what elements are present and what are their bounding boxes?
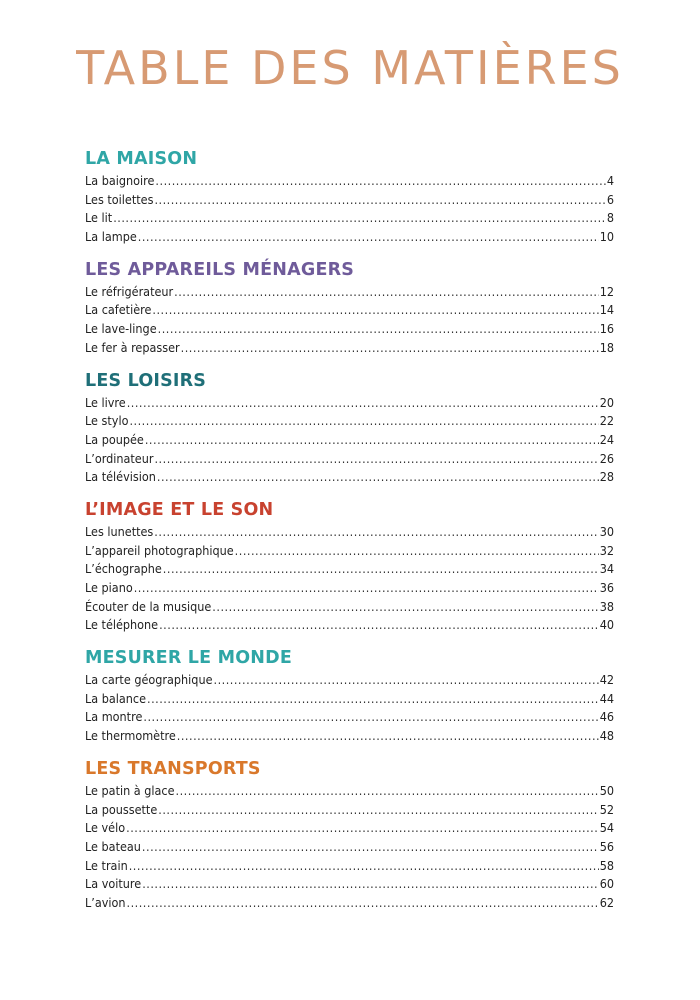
toc-entry[interactable] <box>85 671 614 690</box>
entry-label: La lampe <box>85 229 137 245</box>
toc-entry[interactable] <box>85 191 614 210</box>
dot-leader <box>142 875 599 894</box>
toc-entry[interactable] <box>85 894 614 913</box>
entry-label: Les toilettes <box>85 191 154 207</box>
toc-entry[interactable] <box>85 857 614 876</box>
dot-leader <box>214 671 599 690</box>
toc-entry[interactable] <box>85 560 614 579</box>
dot-leader <box>127 394 599 413</box>
page-title: TABLE DES MATIÈRES <box>76 41 624 95</box>
toc-section <box>85 368 614 487</box>
section-heading: L’IMAGE ET LE SON <box>85 499 274 520</box>
entry-page-number: 14 <box>599 302 614 318</box>
dot-leader <box>143 708 598 727</box>
entry-page-number: 36 <box>599 580 614 595</box>
entry-label: Le lit <box>85 210 113 226</box>
dot-leader <box>138 228 599 247</box>
entry-page-number: 22 <box>599 413 614 429</box>
toc-entry[interactable] <box>85 450 614 469</box>
dot-leader <box>154 191 605 210</box>
entry-label: Le lave-linge <box>85 321 157 337</box>
toc-entry[interactable] <box>85 542 614 561</box>
entry-label: Le piano <box>85 580 133 595</box>
dot-leader <box>155 172 605 191</box>
toc-entry[interactable] <box>85 283 614 302</box>
dot-leader <box>157 468 599 487</box>
entry-label: Les lunettes <box>85 523 154 539</box>
entry-label: La voiture <box>85 876 142 892</box>
dot-leader <box>181 339 599 358</box>
entry-page-number: 40 <box>599 617 614 633</box>
entry-page-number: 44 <box>599 690 614 706</box>
toc-entry[interactable] <box>85 431 614 450</box>
toc-entry[interactable] <box>85 598 614 617</box>
entry-page-number: 62 <box>599 894 614 910</box>
entry-page-number: 12 <box>599 283 614 299</box>
toc-entry[interactable] <box>85 801 614 820</box>
entry-page-number: 48 <box>599 728 614 744</box>
dot-leader <box>129 412 598 431</box>
entry-label: La cafetière <box>85 302 152 318</box>
entry-label: Le stylo <box>85 413 129 429</box>
section-heading: LA MAISON <box>85 149 198 169</box>
dot-leader <box>176 782 599 801</box>
entry-label: La poupée <box>85 431 144 447</box>
toc-section <box>85 146 614 247</box>
entry-page-number: 38 <box>599 598 614 614</box>
dot-leader <box>142 838 599 857</box>
dot-leader <box>235 542 599 561</box>
entry-label: Le téléphone <box>85 617 159 633</box>
entry-label: La carte géographique <box>85 672 213 688</box>
dot-leader <box>154 523 598 542</box>
entry-label: La montre <box>85 709 143 725</box>
entry-page-number: 20 <box>599 394 614 410</box>
section-heading: LES APPAREILS MÉNAGERS <box>85 259 355 280</box>
entry-label: Le vélo <box>85 820 126 836</box>
entry-label: Écouter de la musique <box>85 598 212 614</box>
entry-label: Le patin à glace <box>85 782 175 798</box>
dot-leader <box>147 690 599 709</box>
toc-entry[interactable] <box>85 579 614 598</box>
toc-entry[interactable] <box>85 394 614 413</box>
entry-page-number: 32 <box>599 542 614 558</box>
toc-entry[interactable] <box>85 838 614 857</box>
entry-label: Le bateau <box>85 838 141 854</box>
toc-section <box>85 645 614 746</box>
entry-page-number: 30 <box>599 523 614 539</box>
dot-leader <box>212 598 598 617</box>
dot-leader <box>154 450 598 469</box>
toc-entry[interactable] <box>85 228 614 247</box>
entry-page-number: 18 <box>599 339 614 355</box>
entry-label: Le thermomètre <box>85 728 176 744</box>
entry-page-number: 10 <box>599 229 614 245</box>
toc-entry[interactable] <box>85 616 614 635</box>
toc-section <box>85 756 614 913</box>
toc-entry[interactable] <box>85 301 614 320</box>
toc-entry[interactable] <box>85 523 614 542</box>
toc-section <box>85 257 614 358</box>
entry-page-number: 6 <box>606 191 614 207</box>
entry-label: L’appareil photographique <box>85 542 234 558</box>
entry-label: Le réfrigérateur <box>85 283 174 299</box>
entry-label: Le livre <box>85 394 126 410</box>
entry-page-number: 8 <box>606 210 614 226</box>
dot-leader <box>152 301 598 320</box>
dot-leader <box>126 819 599 838</box>
entry-page-number: 50 <box>599 782 614 798</box>
entry-page-number: 34 <box>599 561 614 577</box>
entry-label: La baignoire <box>85 173 155 188</box>
entry-page-number: 28 <box>599 469 614 485</box>
entry-label: La télévision <box>85 469 156 485</box>
dot-leader <box>129 857 599 876</box>
section-heading: LES TRANSPORTS <box>85 758 261 779</box>
entry-label: L’avion <box>85 894 126 910</box>
dot-leader <box>159 616 599 635</box>
entry-page-number: 46 <box>599 709 614 725</box>
toc-entry[interactable] <box>85 690 614 709</box>
entry-label: Le fer à repasser <box>85 339 180 355</box>
toc-entry[interactable] <box>85 782 614 801</box>
entry-page-number: 58 <box>599 857 614 873</box>
entry-label: Le train <box>85 857 128 873</box>
dot-leader <box>177 727 599 746</box>
dot-leader <box>158 801 598 820</box>
entry-page-number: 4 <box>606 173 614 188</box>
section-heading: LES LOISIRS <box>85 370 207 391</box>
dot-leader <box>134 579 599 598</box>
entry-page-number: 60 <box>599 876 614 892</box>
entry-page-number: 26 <box>599 450 614 466</box>
entry-page-number: 42 <box>599 672 614 688</box>
toc-entry[interactable] <box>85 172 614 191</box>
entry-label: L’ordinateur <box>85 450 154 466</box>
dot-leader <box>158 320 599 339</box>
toc-entry[interactable] <box>85 412 614 431</box>
table-of-contents <box>85 146 614 923</box>
toc-entry[interactable] <box>85 875 614 894</box>
toc-entry[interactable] <box>85 468 614 487</box>
toc-entry[interactable] <box>85 320 614 339</box>
entry-page-number: 52 <box>599 801 614 817</box>
entry-label: La balance <box>85 690 147 706</box>
entry-page-number: 24 <box>599 431 614 447</box>
toc-entry[interactable] <box>85 819 614 838</box>
toc-section <box>85 497 614 635</box>
dot-leader <box>174 283 599 302</box>
section-heading: MESURER LE MONDE <box>85 648 292 669</box>
toc-entry[interactable] <box>85 727 614 746</box>
dot-leader <box>163 560 599 579</box>
entry-label: La poussette <box>85 801 158 817</box>
dot-leader <box>113 209 606 228</box>
entry-page-number: 56 <box>599 838 614 854</box>
entry-label: L’échographe <box>85 561 162 577</box>
entry-page-number: 16 <box>599 321 614 337</box>
toc-entry[interactable] <box>85 209 614 228</box>
toc-entry[interactable] <box>85 339 614 358</box>
toc-entry[interactable] <box>85 708 614 727</box>
dot-leader <box>127 894 599 913</box>
dot-leader <box>145 431 599 450</box>
entry-page-number: 54 <box>599 820 614 836</box>
